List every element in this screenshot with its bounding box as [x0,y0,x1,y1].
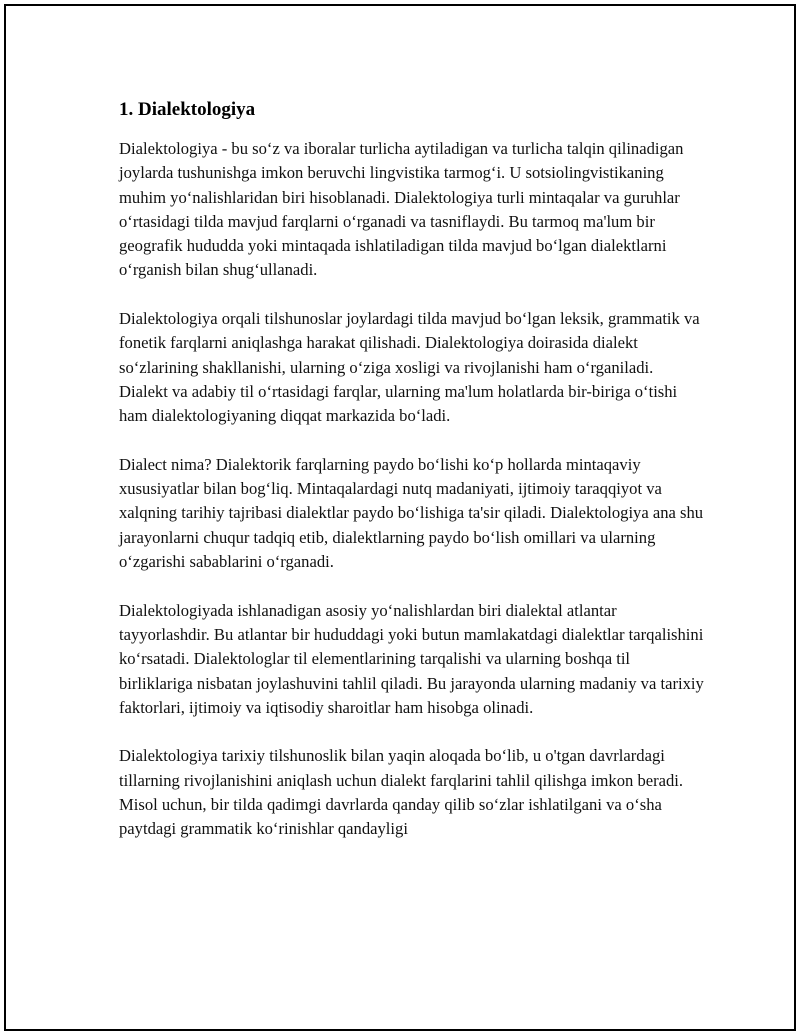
paragraph-4: Dialektologiyada ishlanadigan asosiy yo‘nalishlardan biri dialektal atlantar tayyorlashdir. Bu atlantar bir hududdagi yoki butun mamlakatdagi dialektlar tarqalishini ko‘rsatadi. Dialektologlar til elementlarining tarqalishi va ularning boshqa til birliklariga nisbatan joylashuvini tahlil qiladi. Bu jarayonda ularning madaniy va tarixiy faktorlari, ijtimoiy va iqtisodiy sharoitlar ham hisobga olinadi. [119,600,704,717]
paragraph-2: Dialektologiya orqali tilshunoslar joylardagi tilda mavjud bo‘lgan leksik, grammatik va fonetik farqlarni aniqlashga harakat qilishadi. Dialektologiya doirasida dialekt so‘zlarining shakllanishi, ularning o‘ziga xosligi va rivojlanishi ham o‘rganiladi. Dialekt va adabiy til o‘rtasidagi farqlar, ularning ma'lum holatlarda bir-biriga o‘tishi ham dialektologiyaning diqqat markazida bo‘ladi. [119,309,700,426]
section-heading: 1. Dialektologiya [119,99,256,120]
paragraph-1: Dialektologiya - bu so‘z va iboralar turlicha aytiladigan va turlicha talqin qilinadigan joylarda tushunishga imkon beruvchi lingvistika tarmog‘i. U sotsiolingvistikaning muhim yo‘nalishlaridan biri hisoblanadi. Dialektologiya turli mintaqalar va guruhlar o‘rtasidagi tilda mavjud farqlarni o‘rganadi va tasniflaydi. Bu tarmoq ma'lum bir geografik hududda yoki mintaqada ishlatiladigan tilda mavjud bo‘lgan dialektlarni o‘rganish bilan shug‘ullanadi. [119,139,684,280]
document-body [119,98,705,866]
document-page [4,4,796,1031]
paragraph-3: Dialect nima? Dialektorik farqlarning paydo bo‘lishi ko‘p hollarda mintaqaviy xususiyatlar bilan bog‘liq. Mintaqalardagi nutq madaniyati, ijtimoiy taraqqiyot va xalqning tarihiy tajribasi dialektlar paydo bo‘lishiga ta'sir qiladi. Dialektologiya ana shu jarayonlarni chuqur tadqiq etib, dialektlarning paydo bo‘lish omillari va ularning o‘zgarishi sabablarini o‘rganadi. [119,454,704,572]
paragraph-5: Dialektologiya tarixiy tilshunoslik bilan yaqin aloqada bo‘lib, u o'tgan davrlardagi tillarning rivojlanishini aniqlash uchun dialekt farqlarini tahlil qilishga imkon beradi. Misol uchun, bir tilda qadimgi davrlarda qanday qilib so‘zlar ishlatilgani va o‘sha paytdagi grammatik ko‘rinishlar qandayligi [119,746,684,839]
